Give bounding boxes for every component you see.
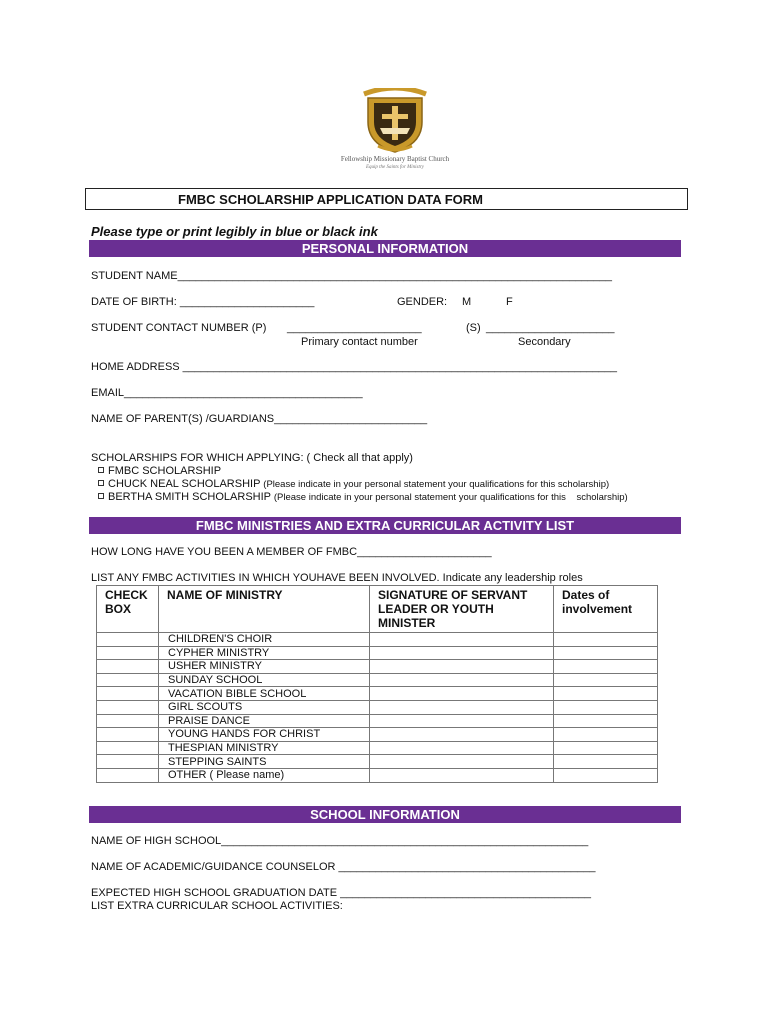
ministry-name: CHILDREN'S CHOIR <box>159 633 370 647</box>
table-row <box>97 633 658 647</box>
gender-m-option[interactable]: M <box>462 296 472 308</box>
table-row <box>97 687 658 701</box>
school-info-header: SCHOOL INFORMATION <box>89 806 681 823</box>
church-seal-icon <box>358 88 432 154</box>
check-cell[interactable] <box>97 741 159 755</box>
check-cell[interactable] <box>97 700 159 714</box>
signature-cell[interactable] <box>370 768 554 782</box>
table-row <box>97 768 658 782</box>
ink-instructions: Please type or print legibly in blue or black ink <box>91 224 378 239</box>
table-row <box>97 660 658 674</box>
gender-label: GENDER: <box>397 296 448 308</box>
dates-cell[interactable] <box>554 687 658 701</box>
ministry-table <box>96 585 658 783</box>
check-cell[interactable] <box>97 633 159 647</box>
table-row <box>97 741 658 755</box>
dob-field[interactable]: DATE OF BIRTH: ______________________ <box>91 296 315 308</box>
ministry-name: SUNDAY SCHOOL <box>159 673 370 687</box>
secondary-contact-label: (S) <box>466 322 481 334</box>
church-name: Fellowship Missionary Baptist Church <box>340 155 450 163</box>
ministry-name: VACATION BIBLE SCHOOL <box>159 687 370 701</box>
primary-contact-field[interactable]: ______________________ <box>287 322 422 334</box>
table-row <box>97 714 658 728</box>
home-address-field[interactable]: HOME ADDRESS _______________________________________________________________________ <box>91 361 618 373</box>
counselor-field[interactable]: NAME OF ACADEMIC/GUIDANCE COUNSELOR __________________________________________ <box>91 861 596 873</box>
ministry-name: CYPHER MINISTRY <box>159 646 370 660</box>
ministry-name: THESPIAN MINISTRY <box>159 741 370 755</box>
dates-cell[interactable] <box>554 646 658 660</box>
check-cell[interactable] <box>97 768 159 782</box>
column-header: CHECK BOX <box>97 586 159 633</box>
table-row <box>97 755 658 769</box>
primary-contact-caption: Primary contact number <box>301 336 418 348</box>
table-row <box>97 673 658 687</box>
dates-cell[interactable] <box>554 660 658 674</box>
check-cell[interactable] <box>97 755 159 769</box>
secondary-contact-caption: Secondary <box>518 336 571 348</box>
signature-cell[interactable] <box>370 633 554 647</box>
church-tagline: Equip the Saints for Ministry <box>365 165 425 170</box>
checkbox-icon[interactable] <box>98 467 104 473</box>
dates-cell[interactable] <box>554 700 658 714</box>
column-header: SIGNATURE OF SERVANT LEADER OR YOUTH MINISTER <box>370 586 554 633</box>
parents-field[interactable]: NAME OF PARENT(S) /GUARDIANS_________________________ <box>91 413 428 425</box>
column-header: Dates of involvement <box>554 586 658 633</box>
check-cell[interactable] <box>97 728 159 742</box>
secondary-contact-field[interactable]: _____________________ <box>486 322 615 334</box>
checkbox-icon[interactable] <box>98 493 104 499</box>
signature-cell[interactable] <box>370 687 554 701</box>
dates-cell[interactable] <box>554 714 658 728</box>
ministry-name: STEPPING SAINTS <box>159 755 370 769</box>
extracurricular-label: LIST EXTRA CURRICULAR SCHOOL ACTIVITIES: <box>91 900 343 912</box>
dates-cell[interactable] <box>554 768 658 782</box>
email-field[interactable]: EMAIL_______________________________________ <box>91 387 363 399</box>
ministry-name: YOUNG HANDS FOR CHRIST <box>159 728 370 742</box>
check-cell[interactable] <box>97 714 159 728</box>
personal-info-header: PERSONAL INFORMATION <box>89 240 681 257</box>
table-row <box>97 646 658 660</box>
graduation-date-field[interactable]: EXPECTED HIGH SCHOOL GRADUATION DATE _________________________________________ <box>91 887 591 899</box>
dates-cell[interactable] <box>554 673 658 687</box>
signature-cell[interactable] <box>370 660 554 674</box>
scholarship-option[interactable]: BERTHA SMITH SCHOLARSHIP (Please indicate in your personal statement your qualifications for this scholarship) <box>98 491 628 503</box>
signature-cell[interactable] <box>370 741 554 755</box>
membership-length-field[interactable]: HOW LONG HAVE YOU BEEN A MEMBER OF FMBC______________________ <box>91 546 492 558</box>
check-cell[interactable] <box>97 673 159 687</box>
table-row <box>97 728 658 742</box>
signature-cell[interactable] <box>370 673 554 687</box>
signature-cell[interactable] <box>370 755 554 769</box>
high-school-field[interactable]: NAME OF HIGH SCHOOL____________________________________________________________ <box>91 835 589 847</box>
signature-cell[interactable] <box>370 728 554 742</box>
check-cell[interactable] <box>97 646 159 660</box>
ministry-name: PRAISE DANCE <box>159 714 370 728</box>
signature-cell[interactable] <box>370 700 554 714</box>
ministry-name: GIRL SCOUTS <box>159 700 370 714</box>
signature-cell[interactable] <box>370 646 554 660</box>
contact-number-label: STUDENT CONTACT NUMBER (P) <box>91 322 267 334</box>
ministry-name: USHER MINISTRY <box>159 660 370 674</box>
activities-instruction: LIST ANY FMBC ACTIVITIES IN WHICH YOUHAVE BEEN INVOLVED. Indicate any leadership roles <box>91 572 583 584</box>
scholarship-option[interactable]: FMBC SCHOLARSHIP <box>98 465 221 477</box>
signature-cell[interactable] <box>370 714 554 728</box>
church-logo <box>335 88 455 178</box>
table-row <box>97 700 658 714</box>
gender-f-option[interactable]: F <box>506 296 513 308</box>
form-title-box <box>85 188 688 210</box>
ministry-name: OTHER ( Please name) <box>159 768 370 782</box>
dates-cell[interactable] <box>554 633 658 647</box>
ministries-header: FMBC MINISTRIES AND EXTRA CURRICULAR ACTIVITY LIST <box>89 517 681 534</box>
dates-cell[interactable] <box>554 755 658 769</box>
check-cell[interactable] <box>97 687 159 701</box>
check-cell[interactable] <box>97 660 159 674</box>
scholarship-option[interactable]: CHUCK NEAL SCHOLARSHIP (Please indicate in your personal statement your qualifications for this scholarship) <box>98 478 609 490</box>
dates-cell[interactable] <box>554 728 658 742</box>
column-header: NAME OF MINISTRY <box>159 586 370 633</box>
checkbox-icon[interactable] <box>98 480 104 486</box>
dates-cell[interactable] <box>554 741 658 755</box>
scholarships-heading: SCHOLARSHIPS FOR WHICH APPLYING: ( Check all that apply) <box>91 452 413 464</box>
student-name-field[interactable]: STUDENT NAME_______________________________________________________________________ <box>91 270 612 282</box>
form-title: FMBC SCHOLARSHIP APPLICATION DATA FORM <box>178 192 484 207</box>
